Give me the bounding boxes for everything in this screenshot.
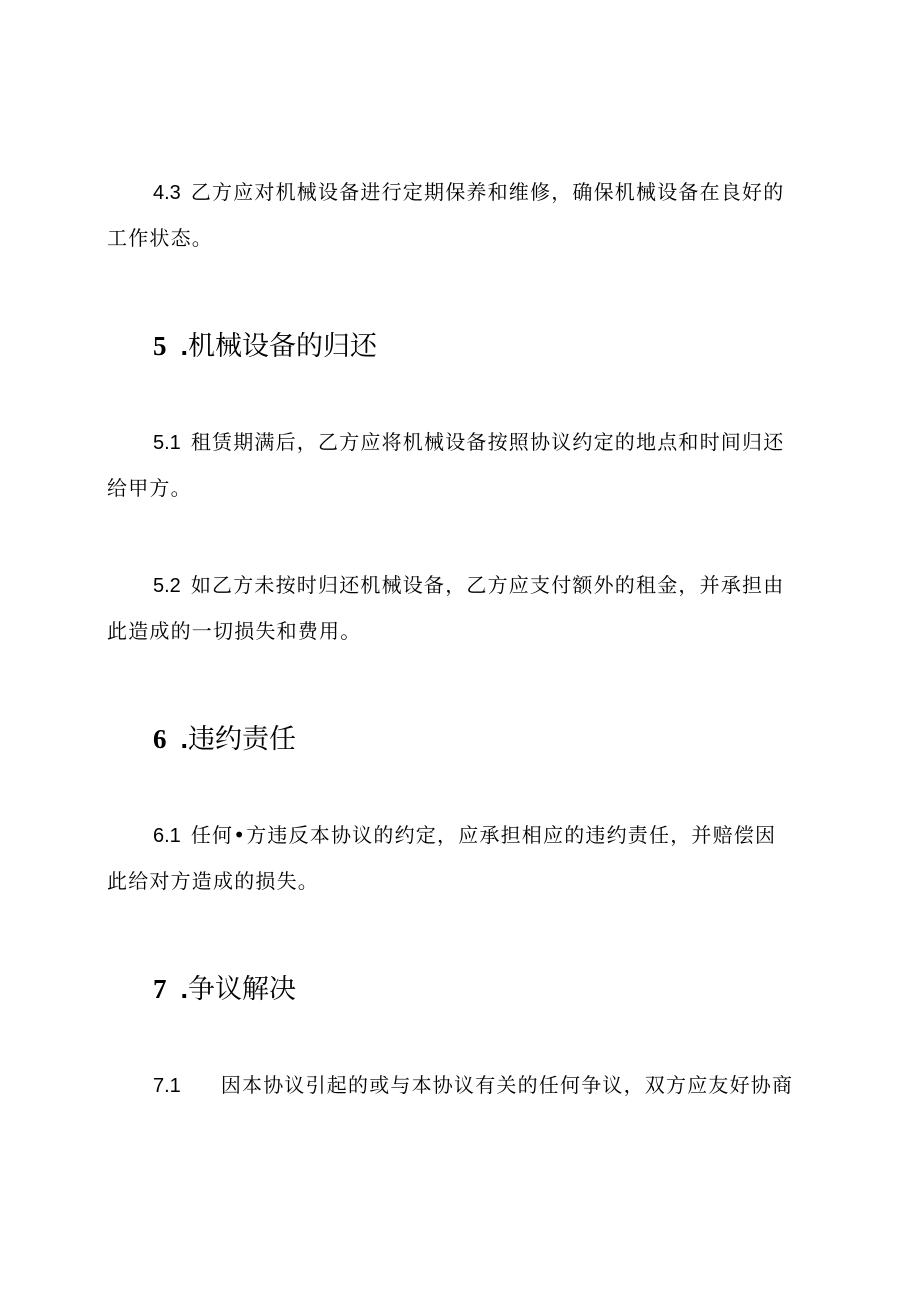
- clause-4-3-line-2: 工作状态。: [107, 226, 213, 250]
- clause-5-1: [107, 420, 800, 511]
- clause-5-2: [107, 563, 800, 654]
- clause-6-1: [107, 813, 800, 904]
- section-heading-7: [153, 971, 296, 1008]
- clause-7-1: [107, 1063, 800, 1109]
- clause-text: 如乙方未按时归还机械设备，乙方应支付额外的租金，并承担由: [190, 573, 785, 597]
- clause-text: 租赁期满后，乙方应将机械设备按照协议约定的地点和时间归还: [190, 430, 785, 454]
- clause-text: 因本协议引起的或与本协议有关的任何争议，双方应友好协商: [220, 1073, 794, 1097]
- heading-dot: .: [180, 331, 189, 361]
- clause-text: 乙方应对机械设备进行定期保养和维修，确保机械设备在良好的: [190, 180, 785, 204]
- clause-number: 6.1: [153, 825, 181, 847]
- clause-5-1-line-2: 给甲方。: [107, 476, 192, 500]
- heading-number: 7: [153, 974, 167, 1004]
- clause-4-3: [107, 170, 800, 261]
- clause-number: 7.1: [153, 1075, 181, 1097]
- heading-number: 5: [153, 331, 167, 361]
- heading-dot: .: [180, 724, 189, 754]
- heading-dot: .: [180, 974, 189, 1004]
- section-heading-5: [153, 328, 377, 365]
- heading-title: 争议解决: [188, 974, 297, 1005]
- clause-6-1-line-1: [107, 813, 800, 859]
- clause-4-3-line-1: [107, 170, 800, 216]
- clause-6-1-line-2: 此给对方造成的损失。: [107, 869, 319, 893]
- clause-5-2-line-1: [107, 563, 800, 609]
- clause-number: 5.2: [153, 575, 181, 597]
- clause-5-1-line-1: [107, 420, 800, 466]
- clause-number: 4.3: [153, 182, 181, 204]
- clause-number: 5.1: [153, 432, 181, 454]
- heading-title: 违约责任: [188, 724, 297, 755]
- section-heading-6: [153, 721, 296, 758]
- clause-7-1-line-1: [107, 1063, 800, 1109]
- clause-text: 任何•方违反本协议的约定，应承担相应的违约责任，并赔偿因: [190, 823, 777, 847]
- heading-number: 6: [153, 724, 167, 754]
- clause-5-2-line-2: 此造成的一切损失和费用。: [107, 619, 362, 643]
- heading-title: 机械设备的归还: [188, 331, 378, 362]
